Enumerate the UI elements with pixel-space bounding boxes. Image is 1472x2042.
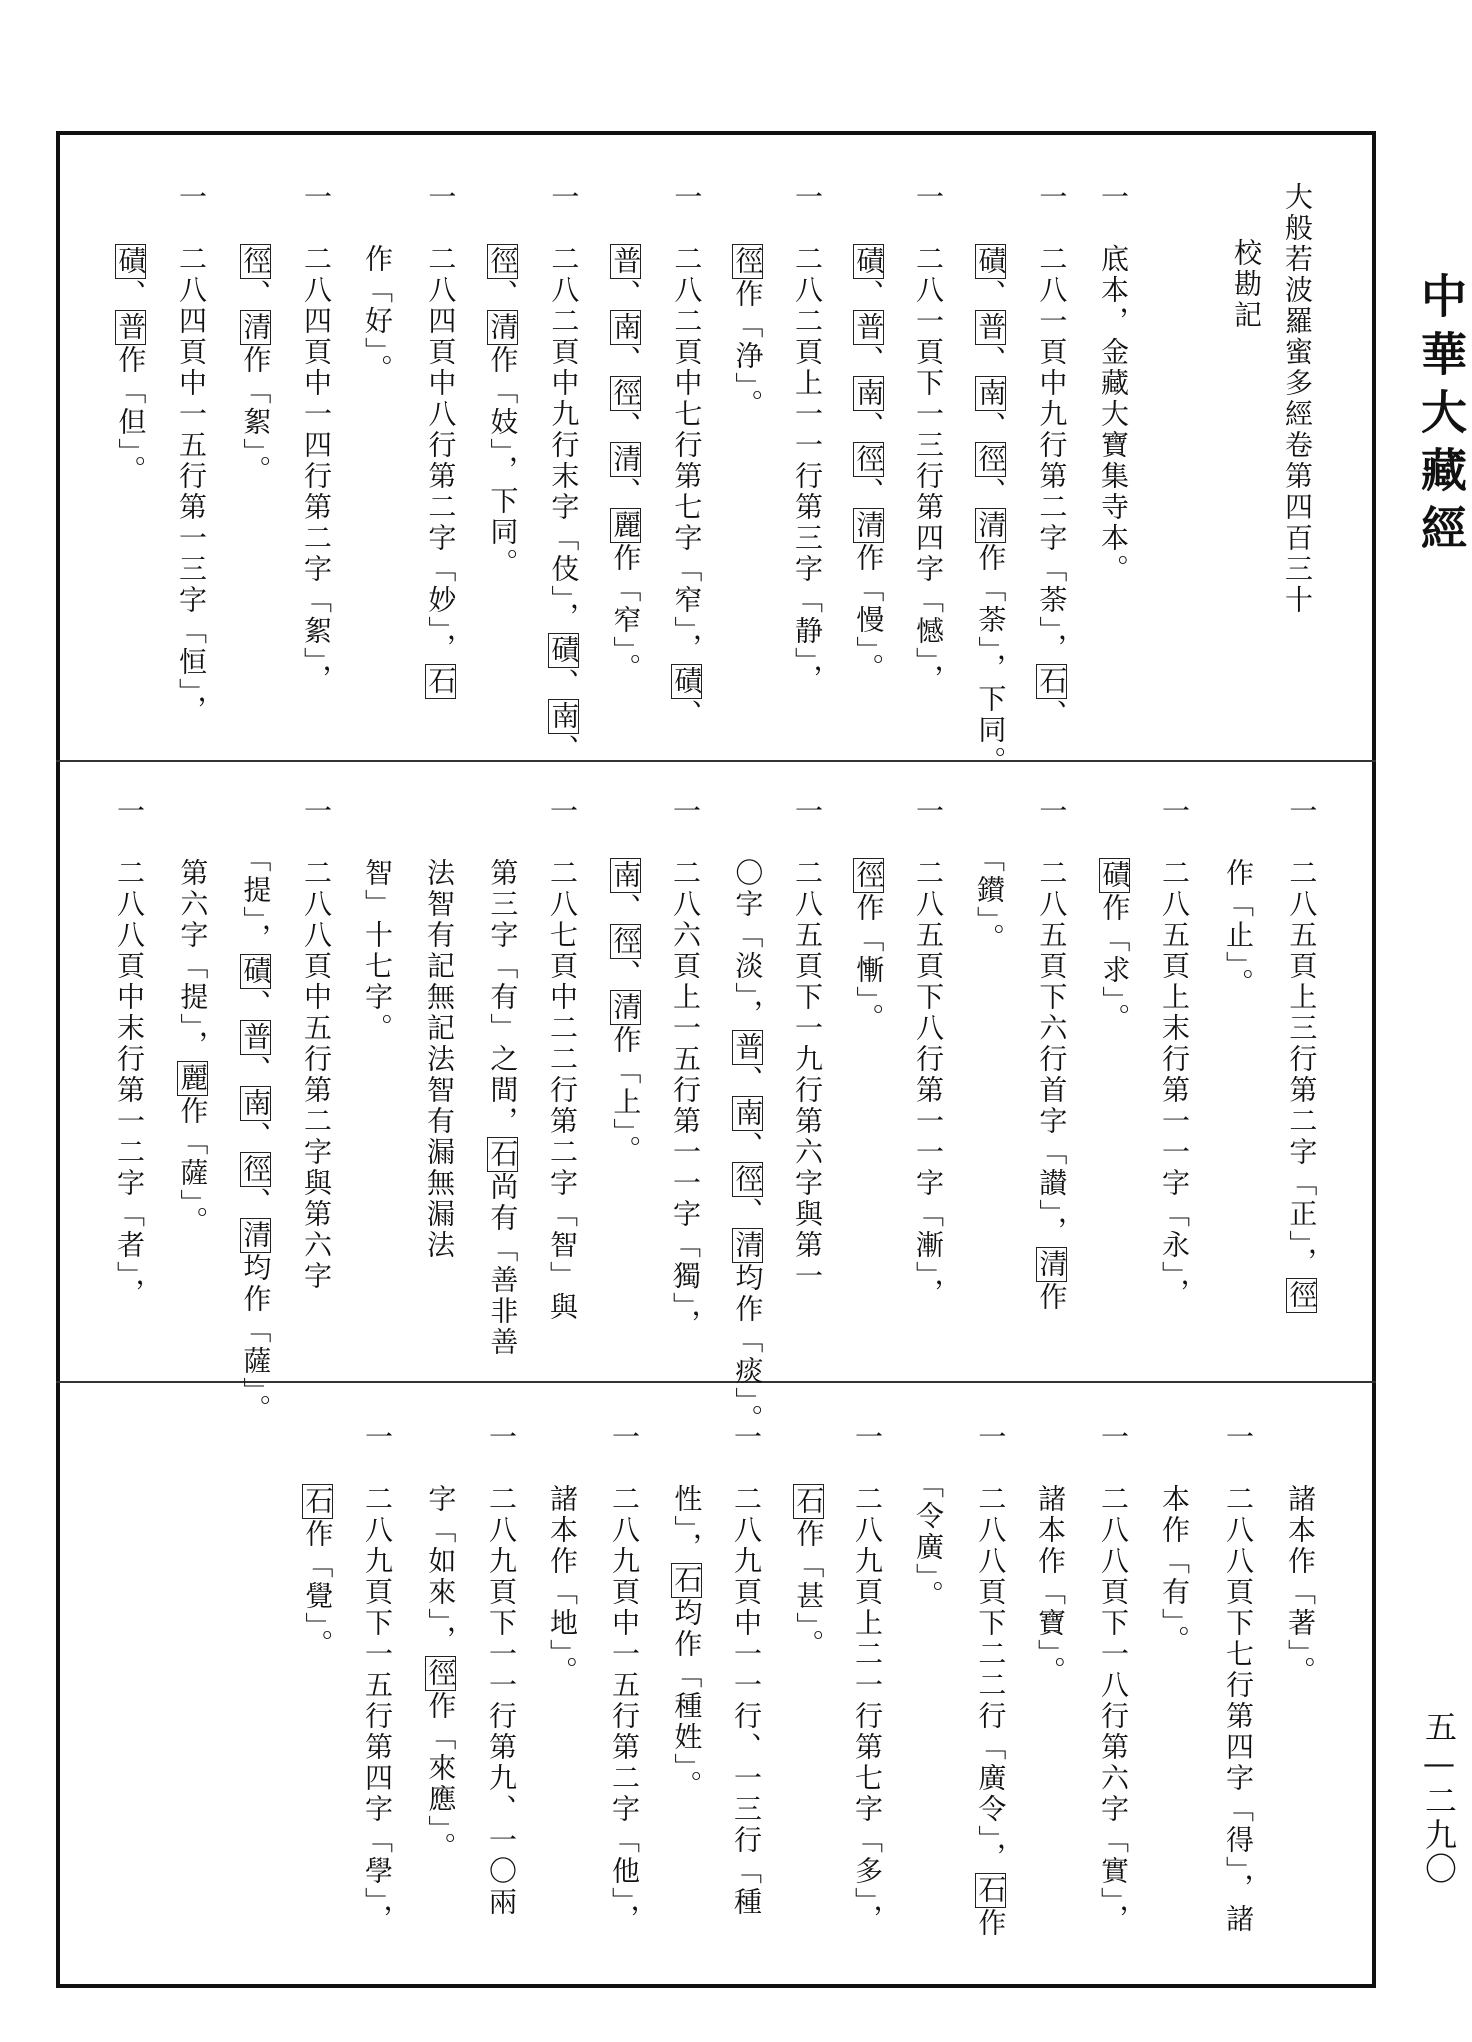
note-line: 一 二八五頁下六行首字「讃」，清作 xyxy=(1035,796,1069,1313)
edition-mark: 徑 xyxy=(424,1658,458,1689)
edition-mark: 磧 xyxy=(852,246,886,277)
note-line: 石作「甚」。 xyxy=(792,1486,826,1660)
edition-mark: 石 xyxy=(792,1486,826,1517)
edition-mark: 清 xyxy=(486,312,520,343)
note-line: 一 二八八頁下七行第四字「得」，諸 xyxy=(1222,1422,1255,1935)
note-line: 一 二八二頁中九行末字「伎」，磧、南、 xyxy=(547,182,581,765)
note-line: 本作「有」。 xyxy=(1158,1422,1191,1656)
note-line: 一 二八八頁中五行第二字與第六字 xyxy=(300,796,333,1292)
edition-mark: 南 xyxy=(974,378,1008,409)
note-line: 一 二八五頁上末行第一一字「永」， xyxy=(1158,796,1191,1309)
edition-mark: 磧 xyxy=(670,666,704,697)
note-line: 「令廣」。 xyxy=(912,1422,945,1611)
edition-mark: 石 xyxy=(424,666,458,697)
edition-mark: 石 xyxy=(1035,666,1069,697)
note-line: 一 二八九頁上二一行第七字「多」， xyxy=(851,1422,884,1935)
note-line: 一 二八八頁下二二行「廣令」，石作 xyxy=(974,1422,1008,1939)
edition-mark: 清 xyxy=(609,992,643,1023)
note-line: 性」，石均作「種姓」。 xyxy=(670,1422,704,1801)
note-line: 第三字「有」之間，石尚有「善非善 xyxy=(486,796,520,1358)
note-line: 「鑚」。 xyxy=(973,796,1006,954)
note-line: 一 二八四頁中一四行第二字「絮」， xyxy=(300,182,333,695)
edition-mark: 石 xyxy=(486,1139,520,1170)
edition-mark: 徑 xyxy=(974,444,1008,475)
edition-mark: 普 xyxy=(852,312,886,343)
edition-mark: 徑 xyxy=(852,444,886,475)
collection-title: 中華大藏經 xyxy=(1414,272,1468,562)
edition-mark: 徑 xyxy=(609,378,643,409)
edition-mark: 南 xyxy=(609,860,643,891)
edition-mark: 石 xyxy=(974,1875,1008,1906)
note-line: 一 二八八頁下一八行第六字「實」， xyxy=(1097,1422,1130,1935)
note-line: 石作「覺」。 xyxy=(301,1486,335,1660)
edition-mark: 普 xyxy=(114,312,148,343)
note-line: 諸本作「寶」。 xyxy=(1034,1422,1067,1687)
edition-mark: 清 xyxy=(731,1230,765,1261)
note-line: 一 二八九頁下一五行第四字「學」， xyxy=(361,1422,394,1935)
note-line: 一 二八九頁下一一行第九、一〇兩 xyxy=(485,1422,518,1918)
notes-heading: 校勘記 xyxy=(1230,238,1263,331)
note-line: 一 二八一頁下一三行第四字「憾」， xyxy=(912,182,945,695)
edition-mark: 清 xyxy=(974,510,1008,541)
edition-mark: 磧 xyxy=(1098,860,1132,891)
note-line: 徑作「慚」。 xyxy=(852,860,886,1034)
note-line: 磧、普、南、徑、清作「慢」。 xyxy=(852,246,886,684)
note-line: 磧作「求」。 xyxy=(1098,860,1132,1034)
note-line: 一 二八一頁中九行第二字「荼」，石、 xyxy=(1035,182,1069,730)
sutra-title: 大般若波羅蜜多經卷第四百三十 xyxy=(1281,182,1314,616)
edition-mark: 徑 xyxy=(609,926,643,957)
note-line: 徑、清作「絮」。 xyxy=(239,246,273,486)
note-line: 〇字「淡」，普、南、徑、清均作「痰」。 xyxy=(731,796,765,1435)
note-line: 作「止」。 xyxy=(1222,796,1255,999)
edition-mark: 清 xyxy=(239,312,273,343)
note-line: 一 二八六頁上一五行第一一字「獨」， xyxy=(669,796,702,1340)
page-number: 五—二九〇 xyxy=(1420,1710,1458,1886)
note-line: 磧、普、南、徑、清作「荼」，下同。 xyxy=(974,246,1008,777)
edition-mark: 徑 xyxy=(731,246,765,277)
edition-mark: 普 xyxy=(731,1032,765,1063)
note-line: 南、徑、清作「上」。 xyxy=(609,860,643,1166)
edition-mark: 麗 xyxy=(609,510,643,541)
note-line: 一 二八七頁中二二行第二字「智」與 xyxy=(546,796,579,1323)
edition-mark: 徑 xyxy=(731,1164,765,1195)
note-line: 一 二八四頁中八行第二字「妙」，石 xyxy=(424,182,458,697)
note-line: 作「好」。 xyxy=(361,182,394,385)
note-line: 徑作「浄」。 xyxy=(731,246,765,420)
edition-mark: 徑 xyxy=(239,1154,273,1185)
note-line: 諸本作「著」。 xyxy=(1284,1422,1317,1687)
note-line: 智」十七字。 xyxy=(361,796,394,1044)
note-line: 一 二八五頁下八行第一一字「漸」， xyxy=(912,796,945,1309)
panel-divider-top xyxy=(56,760,1376,762)
edition-mark: 南 xyxy=(239,1088,273,1119)
edition-mark: 磧 xyxy=(547,635,581,666)
edition-mark: 普 xyxy=(239,1022,273,1053)
note-line: 一 底本，金藏大寶集寺本。 xyxy=(1097,182,1130,585)
edition-mark: 徑 xyxy=(239,246,273,277)
edition-mark: 徑 xyxy=(852,860,886,891)
note-line: 磧、普作「但」。 xyxy=(114,246,148,486)
edition-mark: 磧 xyxy=(974,246,1008,277)
note-line: 字「如來」，徑作「來應」。 xyxy=(424,1422,458,1863)
edition-mark: 徑 xyxy=(486,246,520,277)
note-line: 第六字「提」，麗作「薩」。 xyxy=(176,796,210,1237)
edition-mark: 普 xyxy=(609,246,643,277)
edition-mark: 麗 xyxy=(176,1063,210,1094)
edition-mark: 磧 xyxy=(114,246,148,277)
note-line: 一 二八九頁中一一行、一三行「種 xyxy=(730,1422,763,1918)
note-line: 一 二八二頁上一一行第三字「静」， xyxy=(791,182,824,695)
note-line: 一 二八四頁中一五行第一三字「恒」， xyxy=(175,182,208,726)
edition-mark: 石 xyxy=(670,1565,704,1596)
edition-mark: 清 xyxy=(239,1220,273,1251)
edition-mark: 普 xyxy=(974,312,1008,343)
edition-mark: 徑 xyxy=(1285,1280,1319,1311)
note-line: 法智有記無記法智有漏無漏法 xyxy=(423,796,456,1261)
edition-mark: 清 xyxy=(609,444,643,475)
note-line: 一 二八五頁上三行第二字「正」，徑 xyxy=(1285,796,1319,1311)
note-line: 徑、清作「妓」，下同。 xyxy=(486,246,520,579)
edition-mark: 南 xyxy=(852,378,886,409)
edition-mark: 南 xyxy=(731,1098,765,1129)
edition-mark: 南 xyxy=(609,312,643,343)
note-line: 一 二八五頁下一九行第六字與第一 xyxy=(791,796,824,1292)
note-line: 普、南、徑、清、麗作「窄」。 xyxy=(609,246,643,684)
edition-mark: 南 xyxy=(547,701,581,732)
note-line: 「提」，磧、普、南、徑、清均作「薩」。 xyxy=(239,796,273,1425)
edition-mark: 石 xyxy=(301,1486,335,1517)
note-line: 一 二八二頁中七行第七字「窄」，磧、 xyxy=(670,182,704,730)
edition-mark: 清 xyxy=(852,510,886,541)
edition-mark: 磧 xyxy=(239,956,273,987)
note-line: 一 二八九頁中一五行第二字「他」， xyxy=(608,1422,641,1935)
note-line: 一 二八八頁中末行第一二字「者」， xyxy=(113,796,146,1309)
note-line: 諸本作「地」。 xyxy=(546,1422,579,1687)
edition-mark: 清 xyxy=(1035,1249,1069,1280)
